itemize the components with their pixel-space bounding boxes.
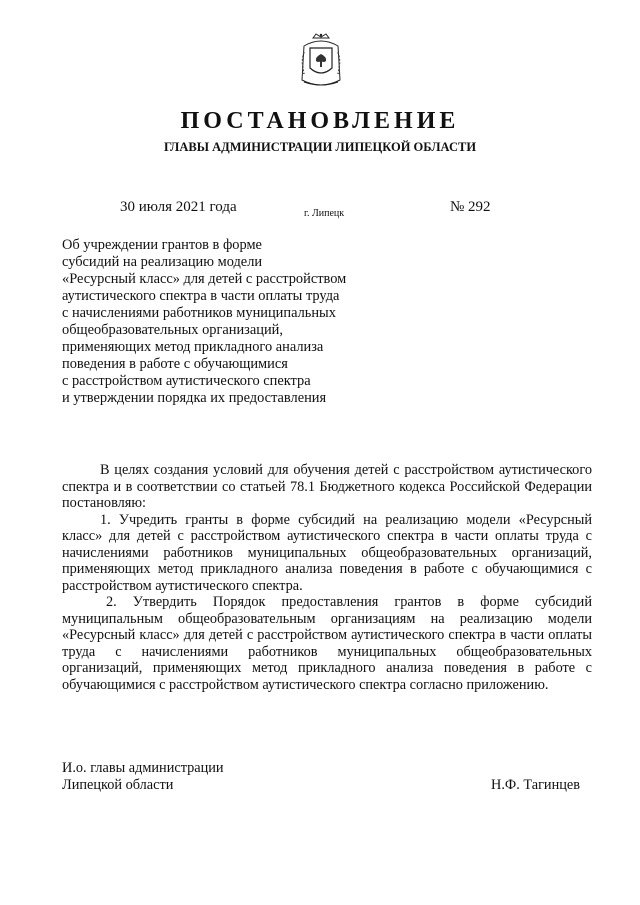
document-body [62, 462, 592, 693]
document-subtitle: ГЛАВЫ АДМИНИСТРАЦИИ ЛИПЕЦКОЙ ОБЛАСТИ [163, 140, 477, 154]
subject-line: субсидий на реализацию модели [62, 254, 263, 270]
document-city: г. Липецк [304, 208, 345, 219]
signer-name: Н.Ф. Тагинцев [491, 777, 580, 793]
subject-line: применяющих метод прикладного анализа [62, 339, 324, 355]
document-number: № 292 [450, 199, 491, 215]
subject-line: поведения в работе с обучающимися [62, 356, 288, 372]
signer-position-line: Липецкой области [62, 777, 174, 793]
body-item-2: 2. Утвердить Порядок предоставления грантов в форме субсидий муниципальным общеобразовательным организациям на реализацию модели «Ресурсный класс» для детей с расстройством аутистического спектра в части оплаты труда с начислениями работников муниципальных общеобразовательных организаций, применяющих метод прикладного анализа поведения в работе с обучающимися с расстройством аутистического спектра согласно приложению. [62, 594, 592, 693]
document-title: ПОСТАНОВЛЕНИЕ [180, 108, 460, 134]
document-subject [62, 237, 392, 407]
signer-position-line: И.о. главы администрации [62, 760, 224, 776]
signer-position [62, 760, 224, 794]
subject-line: общеобразовательных организаций, [62, 322, 283, 338]
document-date: 30 июля 2021 года [120, 199, 237, 215]
subject-line: «Ресурсный класс» для детей с расстройством [62, 271, 347, 287]
body-intro-paragraph: В целях создания условий для обучения детей с расстройством аутистического спектра и в соответствии со статьей 78.1 Бюджетного кодекса Российской Федерации постановляю: [62, 462, 592, 511]
body-item-1: 1. Учредить гранты в форме субсидий на реализацию модели «Ресурсный класс» для детей с расстройством аутистического спектра в части оплаты труда с начислениями работников муниципальных общеобразовательных организаций, применяющих метод прикладного анализа поведения в работе с обучающимися с расстройством аутистического спектра. [62, 511, 592, 594]
subject-line: с расстройством аутистического спектра [62, 373, 311, 389]
subject-line: с начислениями работников муниципальных [62, 305, 336, 321]
coat-of-arms-icon [296, 32, 346, 92]
subject-line: и утверждении порядка их предоставления [62, 390, 327, 406]
subject-line: аутистического спектра в части оплаты труда [62, 288, 340, 304]
subject-line: Об учреждении грантов в форме [62, 237, 262, 253]
